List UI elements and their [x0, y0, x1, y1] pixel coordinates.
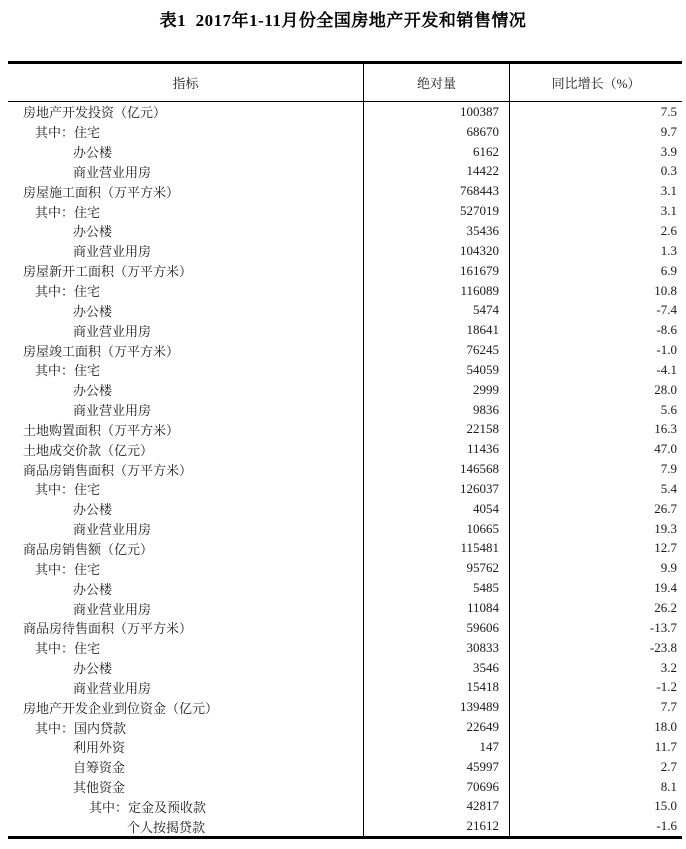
absolute-amount-cell: 100387 [363, 102, 510, 122]
indicator-cell: 其中：住宅 [35, 641, 101, 657]
table-row [8, 340, 682, 360]
absolute-amount-cell: 4054 [363, 499, 510, 519]
yoy-growth-cell: -13.7 [649, 619, 677, 635]
absolute-amount-cell: 126037 [363, 479, 510, 499]
table-row [8, 420, 682, 440]
absolute-amount-cell: 146568 [363, 459, 510, 479]
indicator-cell: 房屋竣工面积（万平方米） [23, 343, 180, 359]
table-row [8, 181, 682, 201]
absolute-amount-cell: 22649 [363, 717, 510, 737]
yoy-growth-cell: 9.7 [660, 123, 677, 139]
yoy-growth-cell: 8.1 [660, 778, 677, 794]
absolute-amount-cell: 116089 [363, 281, 510, 301]
indicator-cell: 房地产开发企业到位资金（亿元） [23, 700, 219, 716]
column-header-absolute-amount: 绝对量 [363, 64, 510, 101]
indicator-cell: 商业营业用房 [73, 244, 152, 260]
table-row [8, 162, 682, 182]
yoy-growth-cell: 7.5 [660, 103, 677, 119]
table-row [8, 578, 682, 598]
indicator-cell: 商品房销售面积（万平方米） [23, 462, 193, 478]
absolute-amount-cell: 18641 [363, 320, 510, 340]
table-row [8, 122, 682, 142]
table-row [8, 479, 682, 499]
yoy-growth-cell: 19.3 [654, 520, 677, 536]
absolute-amount-cell: 768443 [363, 181, 510, 201]
yoy-growth-cell: 3.9 [660, 143, 677, 159]
yoy-growth-cell: 9.9 [660, 560, 677, 576]
indicator-cell: 其中：国内贷款 [35, 720, 127, 736]
indicator-cell: 其中：住宅 [35, 284, 101, 300]
absolute-amount-cell: 35436 [363, 221, 510, 241]
indicator-cell: 办公楼 [73, 661, 113, 677]
yoy-growth-cell: 1.3 [660, 242, 677, 258]
indicator-cell: 办公楼 [73, 303, 113, 319]
indicator-cell: 商业营业用房 [73, 323, 152, 339]
absolute-amount-cell: 11436 [363, 439, 510, 459]
absolute-amount-cell: 147 [363, 737, 510, 757]
yoy-growth-cell: -1.0 [656, 342, 677, 358]
indicator-cell: 其中：住宅 [35, 561, 101, 577]
table-row [8, 201, 682, 221]
indicator-cell: 房地产开发投资（亿元） [23, 105, 167, 121]
yoy-growth-cell: -7.4 [656, 302, 677, 318]
yoy-growth-cell: 28.0 [654, 381, 677, 397]
table-row [8, 697, 682, 717]
table-row [8, 539, 682, 559]
indicator-cell: 其中：住宅 [35, 125, 101, 141]
indicator-cell: 商业营业用房 [73, 164, 152, 180]
indicator-cell: 土地购置面积（万平方米） [23, 422, 180, 438]
indicator-cell: 商品房待售面积（万平方米） [23, 621, 193, 637]
yoy-growth-cell: 3.1 [660, 183, 677, 199]
absolute-amount-cell: 104320 [363, 241, 510, 261]
table-header-row [8, 64, 682, 102]
table-row [8, 797, 682, 817]
table-row [8, 558, 682, 578]
yoy-growth-cell: -4.1 [656, 361, 677, 377]
yoy-growth-cell: 2.7 [660, 758, 677, 774]
yoy-growth-cell: 5.4 [660, 480, 677, 496]
absolute-amount-cell: 68670 [363, 122, 510, 142]
column-header-indicator: 指标 [172, 76, 199, 91]
table-row [8, 400, 682, 420]
yoy-growth-cell: 7.7 [660, 699, 677, 715]
absolute-amount-cell: 115481 [363, 539, 510, 559]
yoy-growth-cell: 18.0 [654, 719, 677, 735]
yoy-growth-cell: 15.0 [654, 798, 677, 814]
table-row [8, 737, 682, 757]
absolute-amount-cell: 54059 [363, 360, 510, 380]
indicator-cell: 办公楼 [73, 145, 113, 161]
yoy-growth-cell: 2.6 [660, 222, 677, 238]
absolute-amount-cell: 30833 [363, 638, 510, 658]
indicator-cell: 其中：住宅 [35, 363, 101, 379]
yoy-growth-cell: 7.9 [660, 461, 677, 477]
table-row [8, 499, 682, 519]
absolute-amount-cell: 161679 [363, 261, 510, 281]
column-header-yoy-growth: 同比增长（%） [551, 76, 641, 91]
absolute-amount-cell: 3546 [363, 658, 510, 678]
yoy-growth-cell: -1.6 [656, 818, 677, 834]
table-row [8, 300, 682, 320]
yoy-growth-cell: 3.1 [660, 203, 677, 219]
yoy-growth-cell: 5.6 [660, 401, 677, 417]
absolute-amount-cell: 11084 [363, 598, 510, 618]
absolute-amount-cell: 59606 [363, 618, 510, 638]
absolute-amount-cell: 21612 [363, 816, 510, 836]
yoy-growth-cell: 19.4 [654, 580, 677, 596]
absolute-amount-cell: 15418 [363, 677, 510, 697]
yoy-growth-cell: 6.9 [660, 262, 677, 278]
table-row [8, 261, 682, 281]
page-title: 表1 2017年1-11月份全国房地产开发和销售情况 [159, 11, 527, 30]
table-row [8, 638, 682, 658]
indicator-cell: 其他资金 [73, 780, 126, 796]
yoy-growth-cell: -8.6 [656, 322, 677, 338]
absolute-amount-cell: 95762 [363, 558, 510, 578]
absolute-amount-cell: 6162 [363, 142, 510, 162]
yoy-growth-cell: 16.3 [654, 421, 677, 437]
indicator-cell: 其中：住宅 [35, 482, 101, 498]
yoy-growth-cell: 11.7 [654, 738, 677, 754]
table-row [8, 717, 682, 737]
table-row [8, 658, 682, 678]
indicator-cell: 其中：住宅 [35, 204, 101, 220]
absolute-amount-cell: 5485 [363, 578, 510, 598]
table-row [8, 757, 682, 777]
table-row [8, 459, 682, 479]
indicator-cell: 土地成交价款（亿元） [23, 442, 154, 458]
absolute-amount-cell: 139489 [363, 697, 510, 717]
indicator-cell: 商业营业用房 [73, 601, 152, 617]
absolute-amount-cell: 14422 [363, 162, 510, 182]
indicator-cell: 房屋新开工面积（万平方米） [23, 264, 193, 280]
indicator-cell: 商业营业用房 [73, 680, 152, 696]
absolute-amount-cell: 22158 [363, 420, 510, 440]
yoy-growth-cell: 10.8 [654, 282, 677, 298]
absolute-amount-cell: 45997 [363, 757, 510, 777]
yoy-growth-cell: 26.7 [654, 500, 677, 516]
absolute-amount-cell: 5474 [363, 300, 510, 320]
indicator-cell: 商业营业用房 [73, 403, 152, 419]
absolute-amount-cell: 70696 [363, 777, 510, 797]
table-row [8, 221, 682, 241]
statistics-table [8, 61, 682, 839]
table-row [8, 320, 682, 340]
table-row [8, 142, 682, 162]
indicator-cell: 商品房销售额（亿元） [23, 541, 154, 557]
table-row [8, 519, 682, 539]
absolute-amount-cell: 2999 [363, 380, 510, 400]
table-row [8, 816, 682, 836]
table-row [8, 241, 682, 261]
yoy-growth-cell: 47.0 [654, 441, 677, 457]
absolute-amount-cell: 42817 [363, 797, 510, 817]
yoy-growth-cell: 26.2 [654, 600, 677, 616]
indicator-cell: 自筹资金 [73, 760, 126, 776]
absolute-amount-cell: 9836 [363, 400, 510, 420]
yoy-growth-cell: 12.7 [654, 540, 677, 556]
yoy-growth-cell: 3.2 [660, 659, 677, 675]
table-row [8, 102, 682, 122]
indicator-cell: 房屋施工面积（万平方米） [23, 184, 180, 200]
absolute-amount-cell: 76245 [363, 340, 510, 360]
table-row [8, 281, 682, 301]
table-row [8, 439, 682, 459]
indicator-cell: 利用外资 [73, 740, 126, 756]
indicator-cell: 办公楼 [73, 383, 113, 399]
yoy-growth-cell: -23.8 [649, 639, 677, 655]
absolute-amount-cell: 10665 [363, 519, 510, 539]
indicator-cell: 其中：定金及预收款 [89, 799, 207, 815]
table-row [8, 618, 682, 638]
indicator-cell: 办公楼 [73, 224, 113, 240]
yoy-growth-cell: 0.3 [660, 163, 677, 179]
yoy-growth-cell: -1.2 [656, 679, 677, 695]
indicator-cell: 办公楼 [73, 502, 113, 518]
indicator-cell: 个人按揭贷款 [127, 819, 206, 835]
table-row [8, 777, 682, 797]
table-row [8, 677, 682, 697]
table-row [8, 360, 682, 380]
indicator-cell: 办公楼 [73, 581, 113, 597]
table-body [8, 102, 682, 836]
table-row [8, 380, 682, 400]
absolute-amount-cell: 527019 [363, 201, 510, 221]
table-row [8, 598, 682, 618]
indicator-cell: 商业营业用房 [73, 522, 152, 538]
